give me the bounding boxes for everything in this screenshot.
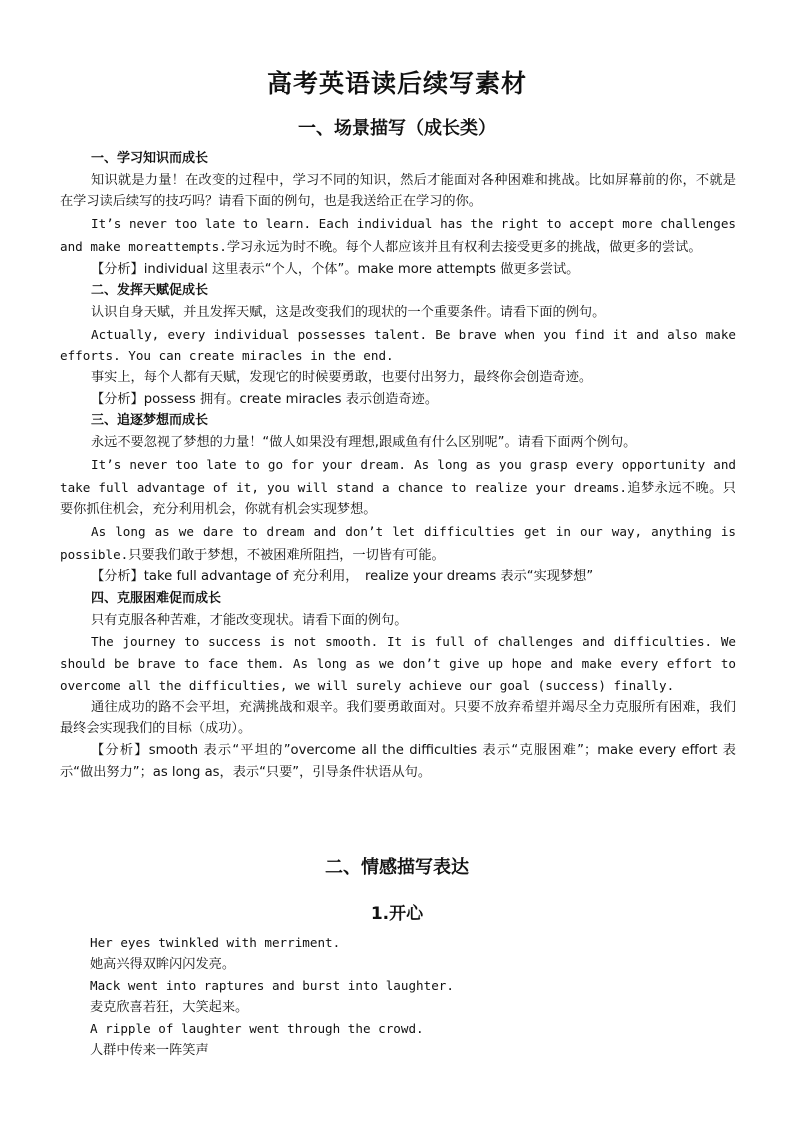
chinese-translation: 只要我们敢于梦想，不被困难所阻挡，一切皆有可能。 <box>128 547 445 563</box>
list-item-chinese: 人群中传来一阵笑声 <box>90 1042 209 1058</box>
paragraph: 认识自身天赋，并且发挥天赋，这是改变我们的现状的一个重要条件。请看下面的例句。 <box>91 304 606 320</box>
analysis-note: 【分析】smooth 表示“平坦的”overcome all the difficulties 表示“克服困难”；make every effort 表示“做出努力”；as long as，表示“只要”，引导条件状语从句。 <box>60 742 736 780</box>
subheading-difficulty: 四、克服困难促而成长 <box>91 591 222 607</box>
analysis-note: 【分析】possess 拥有。create miracles 表示创造奇迹。 <box>91 391 439 407</box>
english-sentence: As long as we dare to dream and don’t let difficulties get in our way, anything is possible. <box>60 523 736 562</box>
paragraph: 知识就是力量！在改变的过程中，学习不同的知识，然后才能面对各种困难和挑战。比如屏幕前的你，不就是在学习读后续写的技巧吗？请看下面的例句，也是我送给正在学习的你。 <box>60 172 736 210</box>
list-item-english: A ripple of laughter went through the crowd. <box>90 1021 424 1037</box>
paragraph: 只有克服各种苦难，才能改变现状。请看下面的例句。 <box>91 612 408 628</box>
chinese-translation: 追梦永远不晚。只要你抓住机会，充分利用机会，你就有机会实现梦想。 <box>60 480 736 518</box>
paragraph-example <box>60 521 736 566</box>
list-item-chinese: 她高兴得双眸闪闪发亮。 <box>90 956 236 972</box>
chinese-translation: 学习永远为时不晚。每个人都应该并且有权利去接受更多的挑战，做更多的尝试。 <box>226 239 702 255</box>
paragraph-example <box>60 213 736 258</box>
english-sentence: It’s never too late to go for your dream. As long as you grasp every opportunity and take full advantage of it, you will stand a chance to realize your dreams. <box>60 456 736 495</box>
chinese-translation: 事实上，每个人都有天赋，发现它的时候要勇敢，也要付出努力，最终你会创造奇迹。 <box>91 370 593 386</box>
chinese-translation: 通往成功的路不会平坦，充满挑战和艰辛。我们要勇敢面对。只要不放弃希望并竭尽全力克服所有困难，我们最终会实现我们的目标（成功）。 <box>60 699 736 737</box>
list-item-chinese: 麦克欣喜若狂，大笑起来。 <box>90 999 249 1015</box>
english-sentence: It’s never too late to learn. Each individual has the right to accept more challenges and make moreattempts. <box>60 216 736 254</box>
subheading-talent: 二、发挥天赋促成长 <box>91 283 209 299</box>
section-heading-growth: 一、场景描写（成长类） <box>298 118 496 139</box>
paragraph: 永远不要忽视了梦想的力量！“做人如果没有理想,跟咸鱼有什么区别呢”。请看下面两个例句。 <box>91 435 637 451</box>
english-sentence: Actually, every individual possesses talent. Be brave when you find it and also make efforts. You can create miracles in the end. <box>60 326 736 364</box>
list-item-english: Her eyes twinkled with merriment. <box>90 935 341 950</box>
paragraph-example <box>60 454 736 521</box>
subheading-happy: 1.开心 <box>370 904 424 924</box>
section-heading-emotion: 二、情感描写表达 <box>325 857 469 878</box>
subheading-dream: 三、追逐梦想而成长 <box>91 413 209 429</box>
list-item-english: Mack went into raptures and burst into laughter. <box>90 978 454 994</box>
emotion-example-list <box>90 932 730 1062</box>
section-growth-body <box>60 148 736 783</box>
analysis-note: 【分析】individual 这里表示“个人，个体”。make more attempts 做更多尝试。 <box>91 261 580 277</box>
analysis-note: 【分析】take full advantage of 充分利用， realize your dreams 表示“实现梦想” <box>91 569 594 585</box>
subheading-learning: 一、学习知识而成长 <box>91 151 209 166</box>
english-sentence: The journey to success is not smooth. It is full of challenges and difficulties. We should be brave to face them. As long as we don’t give up hope and make every effort to overcome all the difficulties, we will surely achieve our goal (success) finally. <box>60 634 736 693</box>
page-title: 高考英语读后续写素材 <box>266 69 527 98</box>
